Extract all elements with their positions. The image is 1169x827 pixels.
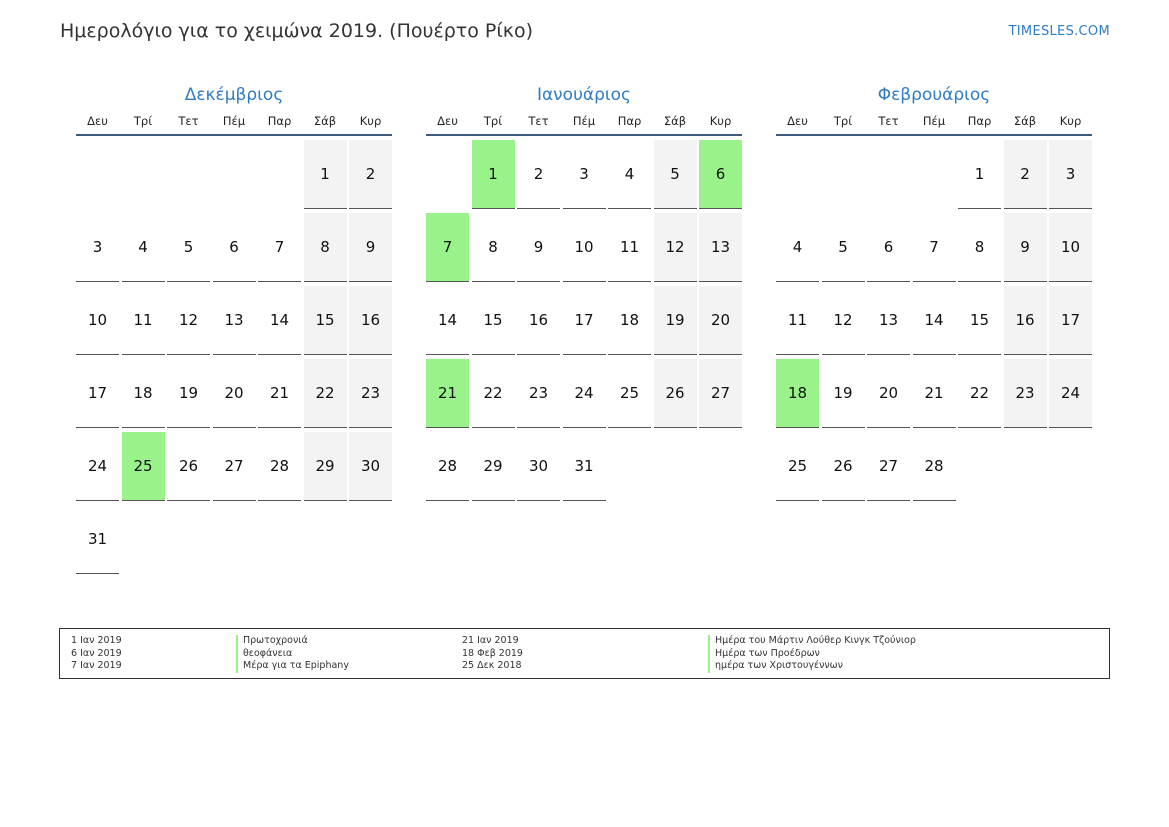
day-cell: 22 — [472, 359, 515, 428]
weekend-day-cell: 26 — [654, 359, 697, 428]
month-name: Φεβρουάριος — [877, 85, 991, 105]
legend-date: 7 Ιαν 2019 — [71, 660, 122, 671]
month-february — [776, 82, 1092, 501]
legend-holiday-name: Ημέρα των Προέδρων — [708, 648, 916, 661]
weekend-day-cell: 2 — [349, 140, 392, 209]
day-cell: 7 — [258, 213, 301, 282]
empty-cell — [426, 140, 469, 209]
weekend-day-cell: 2 — [1004, 140, 1047, 209]
day-cell: 2 — [517, 140, 560, 209]
day-cell: 18 — [608, 286, 651, 355]
day-cell: 26 — [167, 432, 210, 501]
empty-cell — [822, 140, 865, 209]
empty-cell — [76, 140, 119, 209]
day-cell: 14 — [426, 286, 469, 355]
day-cell: 12 — [167, 286, 210, 355]
holiday-day-cell: 18 — [776, 359, 819, 428]
month-name: Δεκέμβριος — [184, 85, 284, 105]
weekend-day-cell: 13 — [699, 213, 742, 282]
day-cell: 9 — [517, 213, 560, 282]
legend-date: 25 Δεκ 2018 — [462, 660, 522, 671]
weekend-day-cell: 5 — [654, 140, 697, 209]
day-cell: 14 — [258, 286, 301, 355]
day-cell: 27 — [213, 432, 256, 501]
day-cell: 19 — [167, 359, 210, 428]
day-cell: 13 — [867, 286, 910, 355]
day-grid — [776, 140, 1092, 501]
day-cell: 5 — [822, 213, 865, 282]
legend-holiday-name: Ημέρα του Μάρτιν Λούθερ Κινγκ Τζούνιορ — [708, 635, 916, 648]
day-cell: 15 — [472, 286, 515, 355]
weekday-label: Σάβ — [663, 114, 687, 128]
day-cell: 6 — [213, 213, 256, 282]
weekend-day-cell: 16 — [349, 286, 392, 355]
weekend-day-cell: 23 — [349, 359, 392, 428]
day-cell: 4 — [776, 213, 819, 282]
day-cell: 3 — [563, 140, 606, 209]
weekday-label: Σάβ — [1013, 114, 1037, 128]
weekday-label: Τρί — [133, 114, 153, 128]
weekend-day-cell: 24 — [1049, 359, 1092, 428]
day-cell: 7 — [913, 213, 956, 282]
day-cell: 28 — [913, 432, 956, 501]
day-cell: 8 — [472, 213, 515, 282]
weekend-day-cell: 19 — [654, 286, 697, 355]
day-cell: 6 — [867, 213, 910, 282]
month-january — [426, 82, 742, 501]
day-cell: 3 — [76, 213, 119, 282]
empty-cell — [122, 140, 165, 209]
empty-cell — [776, 140, 819, 209]
site-link[interactable]: TIMESLES.COM — [1008, 24, 1110, 39]
weekend-day-cell: 3 — [1049, 140, 1092, 209]
day-cell: 12 — [822, 286, 865, 355]
legend-holiday-name: Μέρα για τα Epiphany — [236, 660, 349, 673]
day-cell: 8 — [958, 213, 1001, 282]
holiday-day-cell: 1 — [472, 140, 515, 209]
weekday-label: Πέμ — [922, 114, 946, 128]
weekend-day-cell: 8 — [304, 213, 347, 282]
weekend-day-cell: 1 — [304, 140, 347, 209]
day-grid — [426, 140, 742, 501]
weekday-label: Σάβ — [313, 114, 337, 128]
day-cell: 20 — [867, 359, 910, 428]
weekend-day-cell: 12 — [654, 213, 697, 282]
day-cell: 19 — [822, 359, 865, 428]
legend-date: 18 Φεβ 2019 — [462, 647, 523, 659]
legend-names-right — [708, 635, 916, 673]
day-cell: 15 — [958, 286, 1001, 355]
weekend-day-cell: 23 — [1004, 359, 1047, 428]
day-cell: 10 — [563, 213, 606, 282]
weekday-label: Τρί — [833, 114, 853, 128]
day-cell: 27 — [867, 432, 910, 501]
weekday-label: Παρ — [967, 114, 992, 128]
weekday-label: Πέμ — [572, 114, 596, 128]
weekday-label: Δευ — [87, 114, 108, 128]
legend-date: 6 Ιαν 2019 — [71, 647, 122, 659]
holiday-day-cell: 6 — [699, 140, 742, 209]
legend-holiday-name: θεοφάνεια — [236, 648, 349, 661]
month-name: Ιανουάριος — [536, 85, 632, 105]
empty-cell — [913, 140, 956, 209]
day-cell: 29 — [472, 432, 515, 501]
weekday-header — [776, 108, 1092, 136]
weekday-header — [426, 108, 742, 136]
weekend-day-cell: 30 — [349, 432, 392, 501]
weekday-label: Κυρ — [359, 114, 382, 128]
holiday-day-cell: 25 — [122, 432, 165, 501]
day-cell: 11 — [122, 286, 165, 355]
weekend-day-cell: 10 — [1049, 213, 1092, 282]
day-cell: 28 — [426, 432, 469, 501]
legend-names-left — [236, 635, 349, 673]
day-cell: 24 — [563, 359, 606, 428]
day-cell: 31 — [76, 505, 119, 574]
weekday-label: Δευ — [437, 114, 458, 128]
weekend-day-cell: 16 — [1004, 286, 1047, 355]
day-cell: 21 — [258, 359, 301, 428]
weekday-label: Τετ — [178, 114, 199, 128]
weekend-day-cell: 17 — [1049, 286, 1092, 355]
day-cell: 14 — [913, 286, 956, 355]
weekday-label: Κυρ — [709, 114, 732, 128]
holiday-day-cell: 7 — [426, 213, 469, 282]
day-cell: 1 — [958, 140, 1001, 209]
day-cell: 21 — [913, 359, 956, 428]
weekday-label: Παρ — [617, 114, 642, 128]
legend-date: 1 Ιαν 2019 — [71, 635, 122, 646]
day-grid — [76, 140, 392, 574]
day-cell: 17 — [563, 286, 606, 355]
weekday-label: Τετ — [878, 114, 899, 128]
empty-cell — [213, 140, 256, 209]
day-cell: 24 — [76, 432, 119, 501]
empty-cell — [867, 140, 910, 209]
weekend-day-cell: 9 — [1004, 213, 1047, 282]
legend-holiday-name: ημέρα των Χριστουγέννων — [708, 660, 916, 673]
day-cell: 17 — [76, 359, 119, 428]
day-cell: 22 — [958, 359, 1001, 428]
day-cell: 4 — [608, 140, 651, 209]
day-cell: 10 — [76, 286, 119, 355]
empty-cell — [167, 140, 210, 209]
day-cell: 31 — [563, 432, 606, 501]
weekend-day-cell: 27 — [699, 359, 742, 428]
day-cell: 23 — [517, 359, 560, 428]
legend-dates-left — [71, 635, 122, 673]
weekend-day-cell: 15 — [304, 286, 347, 355]
day-cell: 16 — [517, 286, 560, 355]
legend-dates-right — [462, 635, 523, 673]
weekday-label: Τετ — [528, 114, 549, 128]
empty-cell — [258, 140, 301, 209]
month-december — [76, 82, 392, 574]
weekday-header — [76, 108, 392, 136]
day-cell: 5 — [167, 213, 210, 282]
day-cell: 18 — [122, 359, 165, 428]
day-cell: 28 — [258, 432, 301, 501]
weekend-day-cell: 20 — [699, 286, 742, 355]
weekend-day-cell: 29 — [304, 432, 347, 501]
page-title: Ημερολόγιο για το χειμώνα 2019. (Πουέρτο Ρίκο) — [60, 20, 534, 42]
holiday-legend — [59, 628, 1110, 679]
day-cell: 25 — [608, 359, 651, 428]
day-cell: 11 — [608, 213, 651, 282]
holiday-day-cell: 21 — [426, 359, 469, 428]
legend-holiday-name: Πρωτοχρονιά — [236, 635, 349, 648]
day-cell: 4 — [122, 213, 165, 282]
weekday-label: Δευ — [787, 114, 808, 128]
day-cell: 30 — [517, 432, 560, 501]
weekend-day-cell: 9 — [349, 213, 392, 282]
day-cell: 25 — [776, 432, 819, 501]
weekday-label: Τρί — [483, 114, 503, 128]
day-cell: 11 — [776, 286, 819, 355]
day-cell: 20 — [213, 359, 256, 428]
weekend-day-cell: 22 — [304, 359, 347, 428]
weekday-label: Πέμ — [222, 114, 246, 128]
day-cell: 13 — [213, 286, 256, 355]
day-cell: 26 — [822, 432, 865, 501]
legend-date: 21 Ιαν 2019 — [462, 635, 519, 646]
weekday-label: Κυρ — [1059, 114, 1082, 128]
weekday-label: Παρ — [267, 114, 292, 128]
